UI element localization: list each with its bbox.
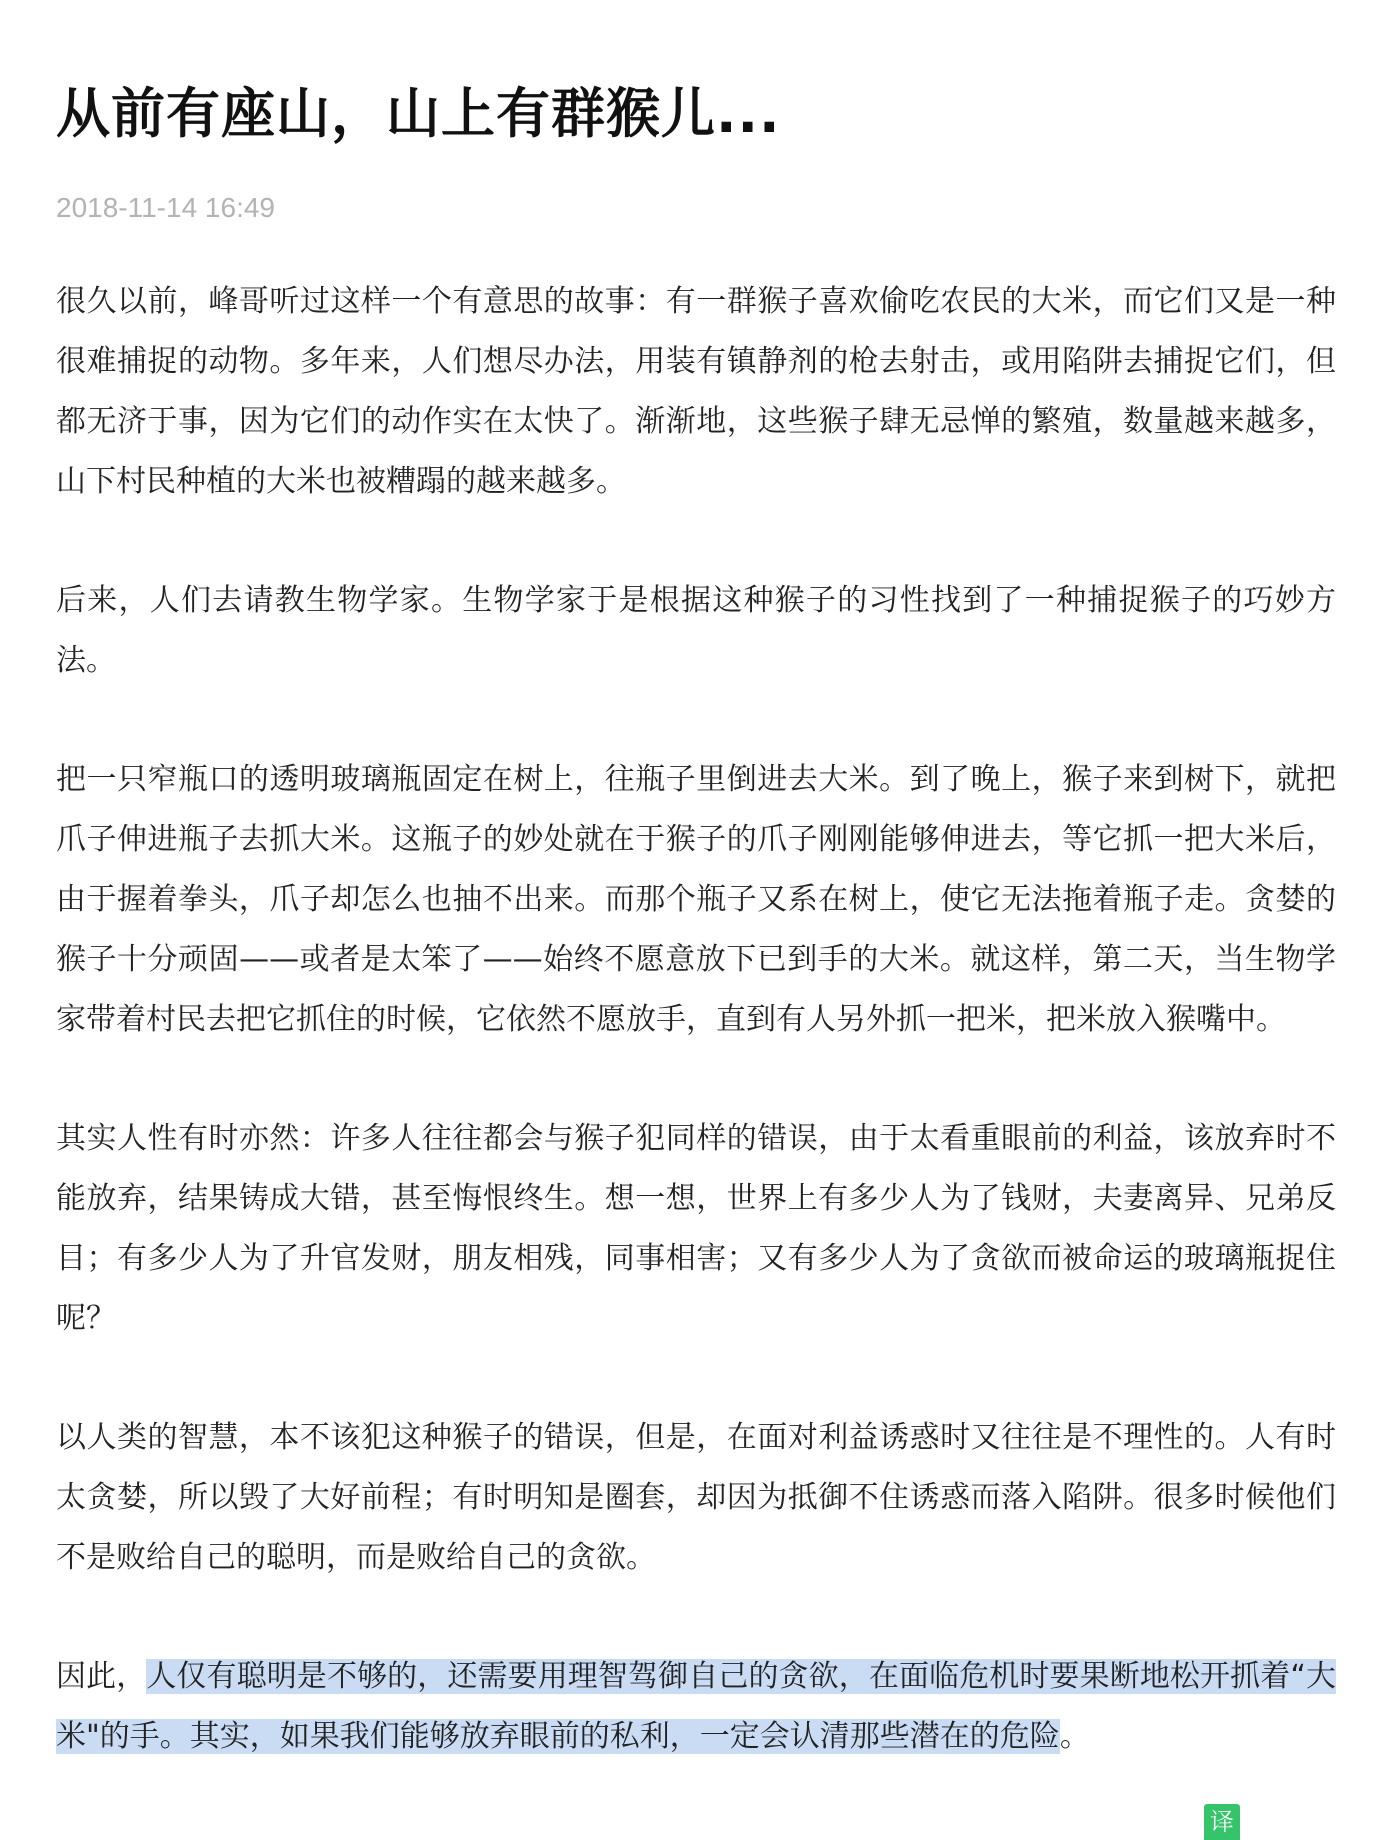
article-body bbox=[56, 272, 1336, 1767]
paragraph-2: 后来，人们去请教生物学家。生物学家于是根据这种猴子的习性找到了一种捕捉猴子的巧妙方法。 bbox=[56, 583, 1336, 678]
selected-text[interactable]: 人仅有聪明是不够的，还需要用理智驾御自己的贪欲，在面临危机时要果断地松开抓着“大米"的手。其实，如果我们能够放弃眼前的私利，一定会认清那些潜在的危险 bbox=[56, 1659, 1337, 1754]
paragraph-1: 很久以前，峰哥听过这样一个有意思的故事：有一群猴子喜欢偷吃农民的大米，而它们又是一种很难捕捉的动物。多年来，人们想尽办法，用装有镇静剂的枪去射击，或用陷阱去捕捉它们，但都无济于事，因为它们的动作实在太快了。渐渐地，这些猴子肆无忌惮的繁殖，数量越来越多，山下村民种植的大米也被糟蹋的越来越多。 bbox=[56, 284, 1336, 499]
publish-date: 2018-11-14 16:49 bbox=[56, 192, 275, 223]
paragraph-3: 把一只窄瓶口的透明玻璃瓶固定在树上，往瓶子里倒进去大米。到了晚上，猴子来到树下，就把爪子伸进瓶子去抓大米。这瓶子的妙处就在于猴子的爪子刚刚能够伸进去，等它抓一把大米后，由于握着拳头，爪子却怎么也抽不出来。而那个瓶子又系在树上，使它无法拖着瓶子走。贪婪的猴子十分顽固——或者是太笨了——始终不愿意放下已到手的大米。就这样，第二天，当生物学家带着村民去把它抓住的时候，它依然不愿放手，直到有人另外抓一把米，把米放入猴嘴中。 bbox=[56, 762, 1336, 1037]
paragraph-6-prefix: 因此， bbox=[56, 1659, 147, 1694]
paragraph-4: 其实人性有时亦然：许多人往往都会与猴子犯同样的错误，由于太看重眼前的利益，该放弃时不能放弃，结果铸成大错，甚至悔恨终生。想一想，世界上有多少人为了钱财，夫妻离异、兄弟反目；有多少人为了升官发财，朋友相残，同事相害；又有多少人为了贪欲而被命运的玻璃瓶捉住呢？ bbox=[56, 1121, 1336, 1336]
paragraph-6-suffix: 。 bbox=[1059, 1719, 1090, 1754]
article bbox=[56, 0, 1336, 1767]
paragraph-5: 以人类的智慧，本不该犯这种猴子的错误，但是，在面对利益诱惑时又往往是不理性的。人有时太贪婪，所以毁了大好前程；有时明知是圈套，却因为抵御不住诱惑而落入陷阱。很多时候他们不是败给自己的聪明，而是败给自己的贪欲。 bbox=[56, 1420, 1336, 1575]
translate-button[interactable]: 译 bbox=[1204, 1804, 1240, 1840]
paragraph-6[interactable] bbox=[56, 1647, 1336, 1767]
article-title: 从前有座山，山上有群猴儿... bbox=[56, 82, 781, 145]
